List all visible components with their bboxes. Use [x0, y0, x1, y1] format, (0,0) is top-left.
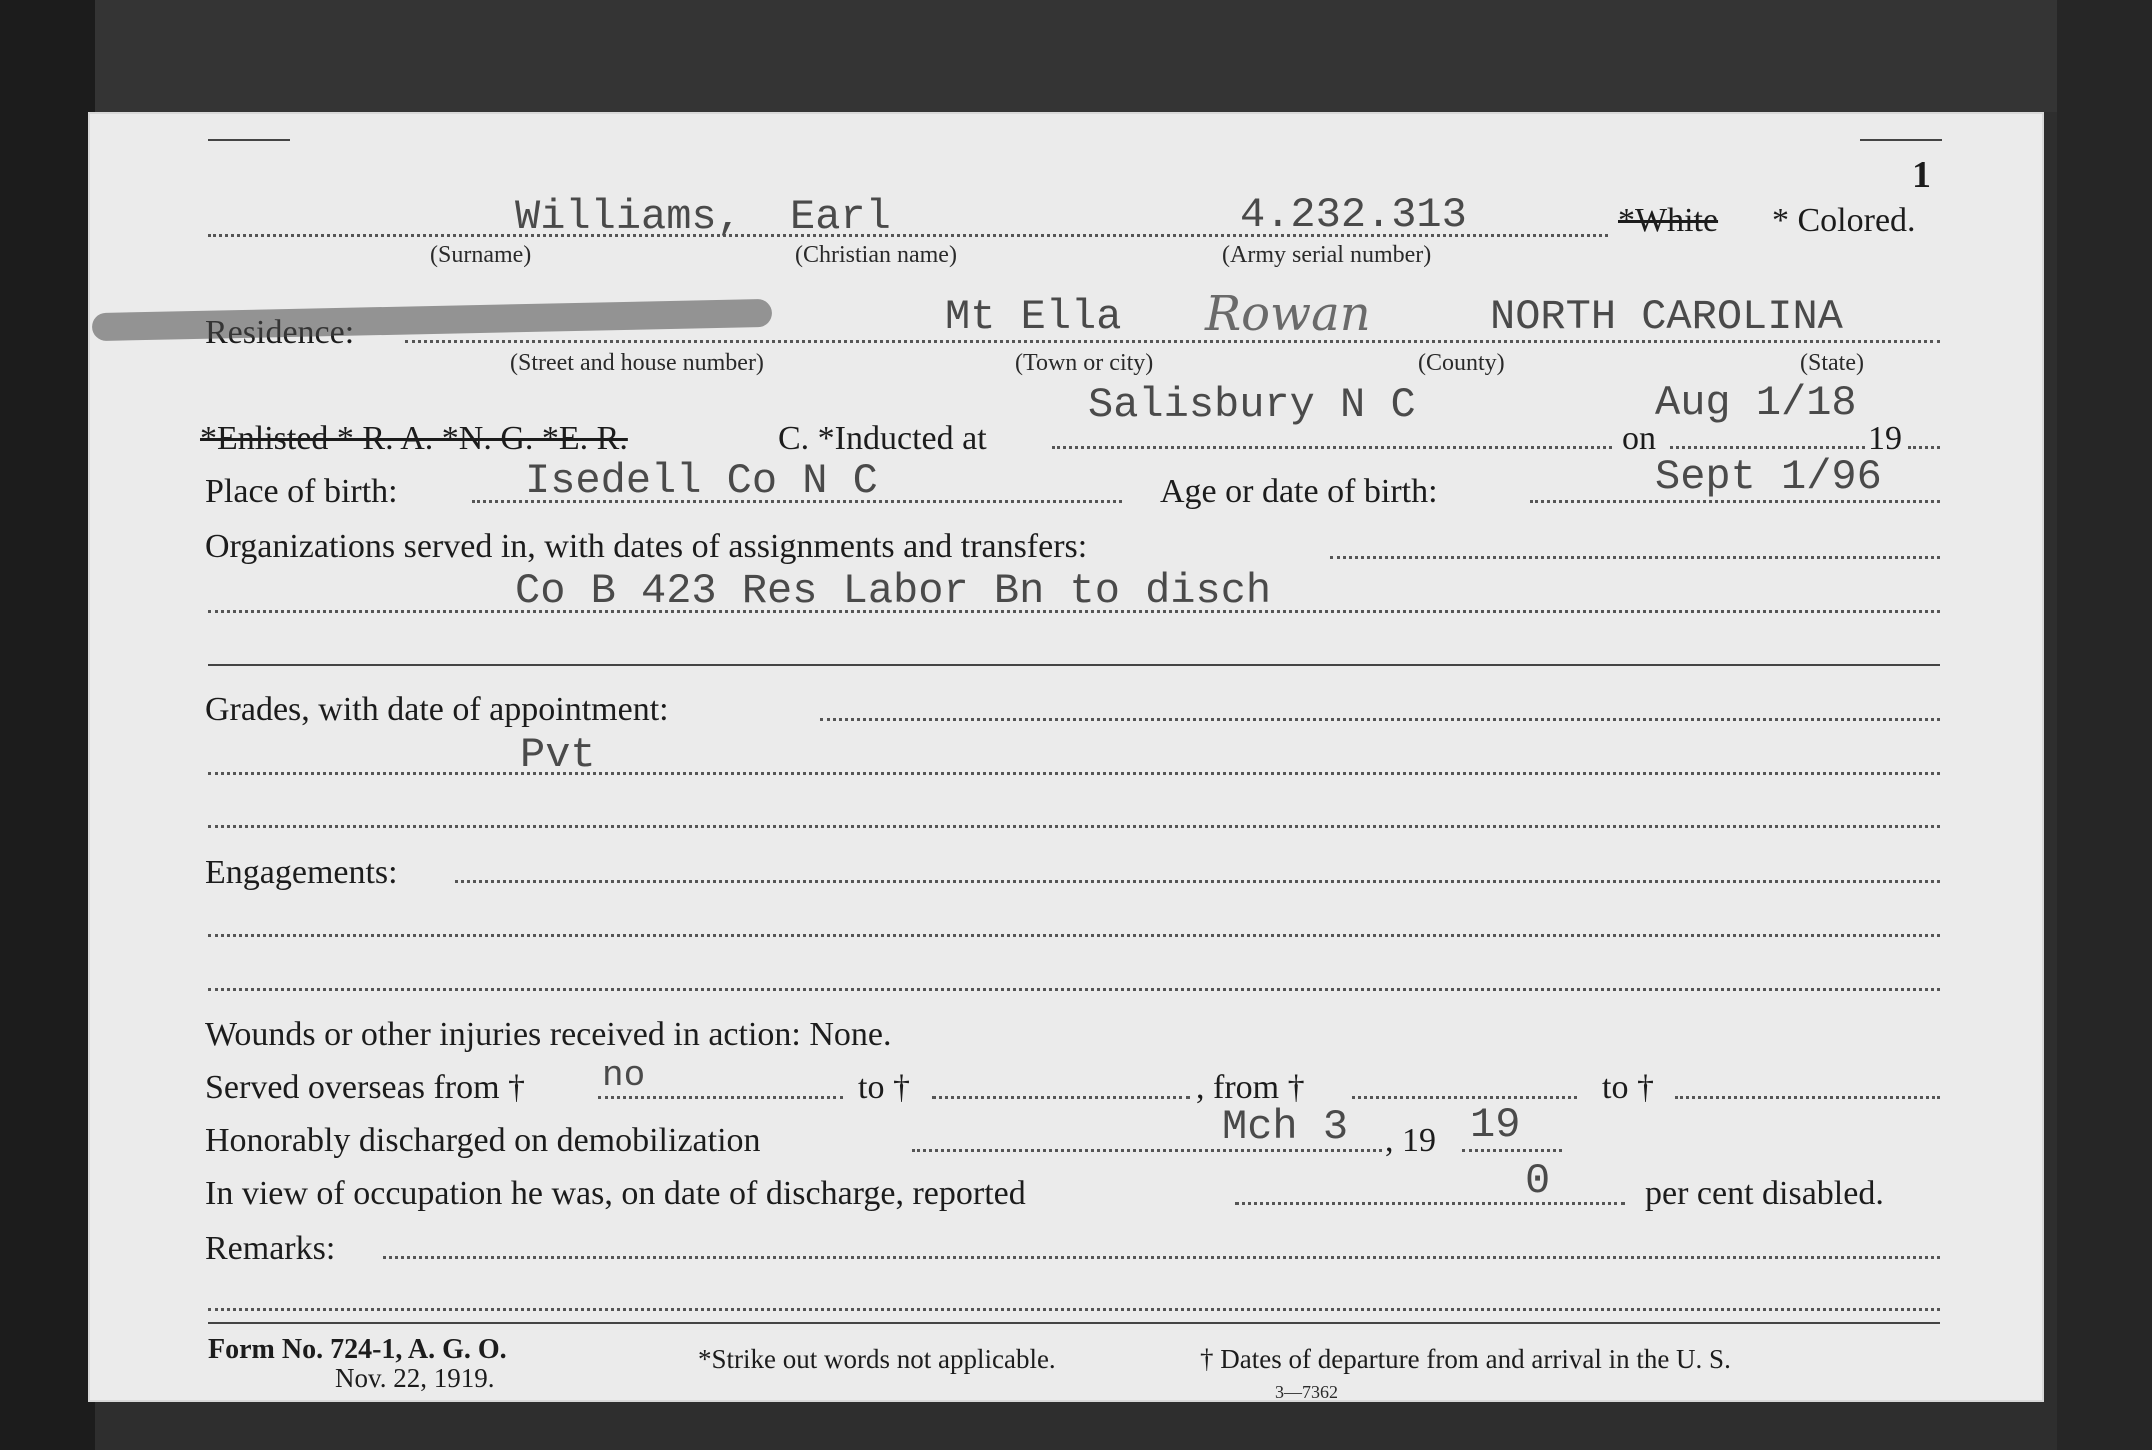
- engagements-line-1: [455, 880, 1940, 883]
- serial-number-value: 4.232.313: [1240, 191, 1467, 239]
- organizations-label: Organizations served in, with dates of assignments and transfers:: [205, 528, 1088, 565]
- engagements-line-2: [208, 934, 1940, 937]
- residence-town-value: Mt Ella: [945, 293, 1122, 341]
- grades-label: Grades, with date of appointment:: [205, 691, 669, 728]
- birth-date-value: Sept 1/96: [1655, 453, 1882, 501]
- inducted-on-line: [1670, 446, 1865, 449]
- caption-town: (Town or city): [1015, 350, 1154, 376]
- discharge-year-value: 19: [1470, 1101, 1521, 1149]
- strike-out-note: *Strike out words not applicable.: [698, 1344, 1056, 1374]
- organizations-entry: Co B 423 Res Labor Bn to disch: [515, 567, 1272, 615]
- scan-border-top: [95, 0, 2057, 112]
- disability-value: 0: [1525, 1157, 1551, 1205]
- engagements-line-3: [208, 988, 1940, 991]
- inducted-at-label: C. *Inducted at: [778, 420, 987, 457]
- form-number: Form No. 724-1, A. G. O.: [208, 1334, 507, 1365]
- inducted-year-line: [1908, 446, 1940, 449]
- overseas-to2-line: [1675, 1096, 1940, 1099]
- inducted-on-label: on: [1622, 420, 1656, 457]
- inducted-at-value: Salisbury N C: [1088, 381, 1416, 429]
- remarks-line-2: [208, 1308, 1940, 1311]
- engagements-label: Engagements:: [205, 854, 398, 891]
- caption-state: (State): [1800, 350, 1864, 376]
- inducted-at-line: [1052, 446, 1612, 449]
- race-white: *White: [1618, 202, 1719, 239]
- overseas-from2-label: , from †: [1196, 1069, 1305, 1106]
- wounds-text: Wounds or other injuries received in action: None.: [205, 1016, 892, 1053]
- top-right-rule: [1860, 139, 1942, 141]
- caption-serial-number: (Army serial number): [1222, 242, 1432, 268]
- discharge-label: Honorably discharged on demobilization: [205, 1122, 761, 1159]
- overseas-to-line: [932, 1096, 1190, 1099]
- organizations-line-3: [208, 664, 1940, 666]
- inducted-date-value: Aug 1/18: [1655, 379, 1857, 427]
- place-of-birth-value: Isedell Co N C: [525, 457, 878, 505]
- discharge-date-value: Mch 3: [1222, 1103, 1349, 1151]
- scan-border-left: [0, 0, 95, 1450]
- form-date: Nov. 22, 1919.: [335, 1363, 495, 1393]
- footer-rule: [208, 1322, 1940, 1324]
- card-number: 1: [1912, 154, 1931, 196]
- residence-state-value: NORTH CAROLINA: [1490, 293, 1843, 341]
- grades-line-2: [208, 772, 1940, 775]
- overseas-from-label: Served overseas from †: [205, 1069, 526, 1106]
- caption-street: (Street and house number): [510, 350, 764, 376]
- surname-value: Williams,: [515, 193, 742, 241]
- remarks-label: Remarks:: [205, 1230, 336, 1267]
- age-label: Age or date of birth:: [1160, 473, 1438, 510]
- disability-suffix: per cent disabled.: [1645, 1175, 1884, 1212]
- race-colored: * Colored.: [1772, 202, 1916, 239]
- grades-line-1: [820, 718, 1940, 721]
- place-of-birth-label: Place of birth:: [205, 473, 398, 510]
- print-code: 3—7362: [1275, 1382, 1338, 1402]
- inducted-year-prefix: 19: [1868, 420, 1902, 457]
- disability-line: [1235, 1202, 1625, 1205]
- caption-christian-name: (Christian name): [795, 242, 957, 268]
- christian-name-value: Earl: [790, 193, 891, 241]
- scan-border-right: [2057, 0, 2152, 1450]
- overseas-from-line: [598, 1096, 843, 1099]
- top-left-rule: [208, 139, 290, 141]
- grades-line-3: [208, 825, 1940, 828]
- remarks-line-1: [383, 1256, 1940, 1259]
- discharge-year-line: [1462, 1149, 1562, 1152]
- disability-label: In view of occupation he was, on date of discharge, reported: [205, 1175, 1026, 1212]
- discharge-year-prefix: , 19: [1385, 1122, 1436, 1159]
- overseas-to-label: to †: [858, 1069, 910, 1106]
- overseas-to2-label: to †: [1602, 1069, 1654, 1106]
- caption-surname: (Surname): [430, 242, 532, 268]
- dates-note: † Dates of departure from and arrival in the U. S.: [1200, 1344, 1731, 1374]
- residence-county-value: Rowan: [1205, 286, 1371, 342]
- enlisted-options: *Enlisted * R. A. *N. G. *E. R.: [200, 420, 628, 457]
- overseas-from2-line: [1352, 1096, 1577, 1099]
- grades-entry: Pvt: [520, 731, 596, 779]
- caption-county: (County): [1418, 350, 1505, 376]
- organizations-line-1: [1330, 556, 1940, 559]
- overseas-from-value: no: [602, 1055, 646, 1096]
